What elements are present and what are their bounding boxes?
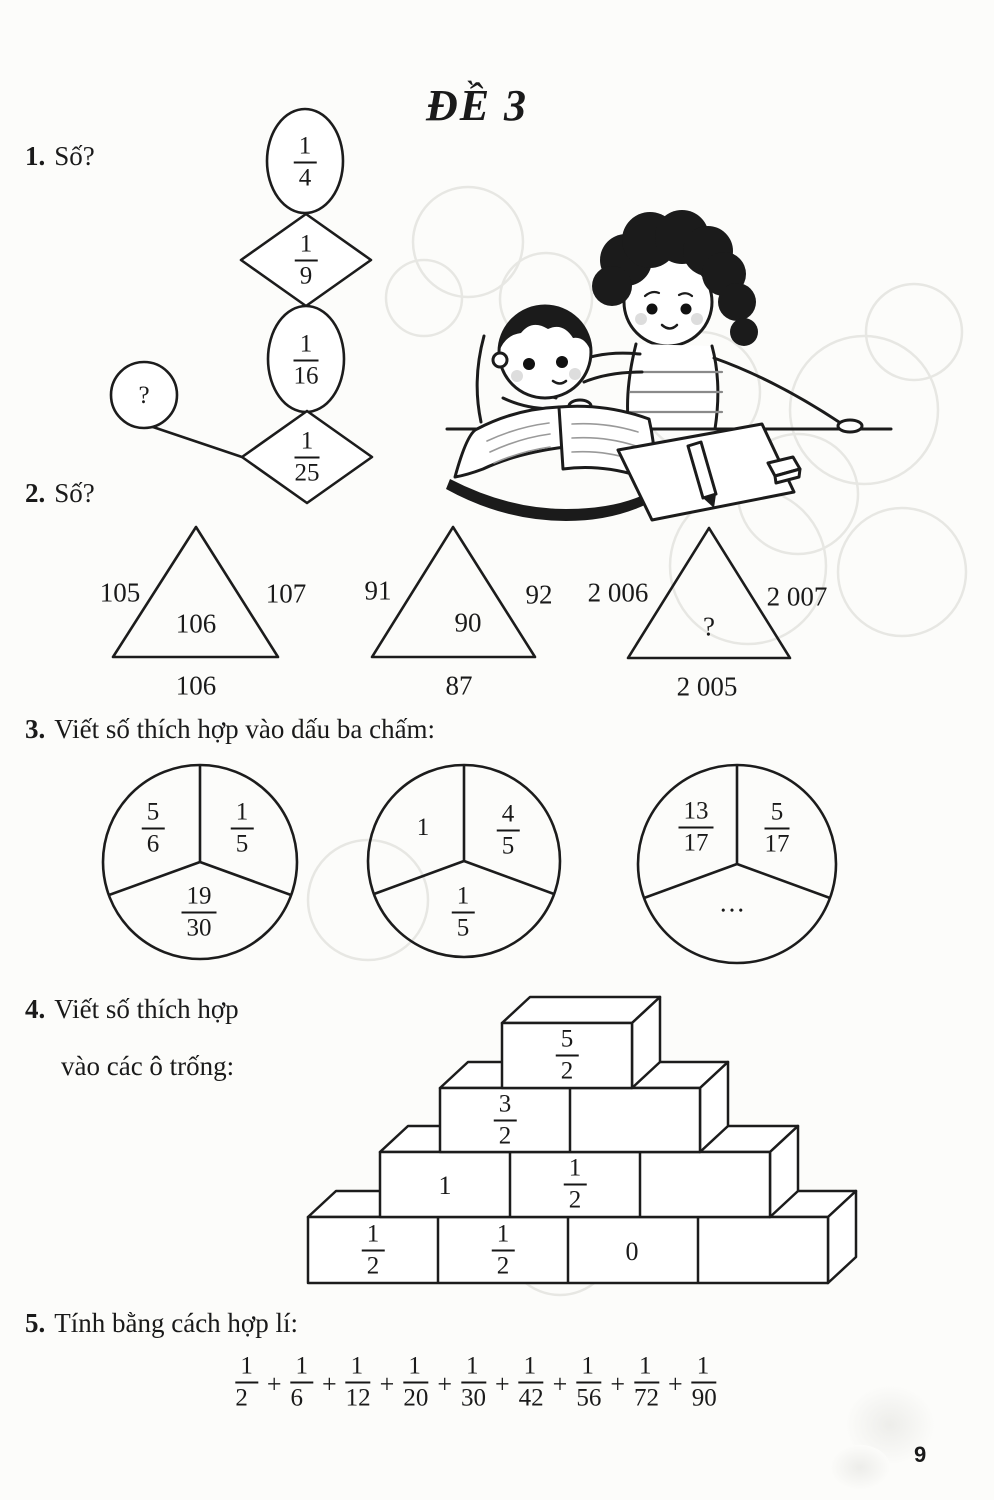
page-number: 9 — [914, 1442, 927, 1467]
page-title: ĐỀ 3 — [425, 81, 529, 130]
triangle-1-inside: 106 — [175, 608, 217, 639]
plus-sign: + — [321, 1369, 337, 1398]
circle-3-bottom: ... — [719, 887, 747, 918]
exercise-4-heading: 4. Viết số thích hợp — [25, 994, 239, 1024]
exercise-1-heading: 1. Số? — [25, 141, 95, 171]
brick-row3-1: $\frac{3}{2}$ — [494, 1091, 517, 1150]
triangle-2-inside: 90 — [454, 607, 482, 638]
open-book — [455, 407, 565, 477]
triangle-2-right: 92 — [525, 579, 553, 610]
triangle-2 — [372, 527, 535, 657]
circle-3-top-left: $\frac{13}{17}$ — [679, 798, 714, 857]
exercise-2-number: 2. — [25, 478, 46, 508]
triangle-1-right: 107 — [265, 578, 307, 609]
plus-sign: + — [266, 1369, 282, 1398]
triangle-3-left: 2 006 — [587, 577, 649, 608]
exercise-5-number: 5. — [25, 1308, 46, 1338]
triangle-3-right: 2 007 — [766, 581, 828, 612]
brick-row2-1: 1 — [438, 1171, 452, 1200]
chain-value-3: $\frac{1}{16}$ — [293, 330, 319, 389]
plus-sign: + — [668, 1369, 683, 1398]
exercise-4-heading-line2: vào các ô trống: — [61, 1051, 235, 1081]
plus-sign: + — [552, 1369, 568, 1398]
circle-1-bottom: $\frac{19}{30}$ — [182, 883, 217, 942]
exercise-5-expression: $\frac{1}{2}$ + $\frac{1}{6}$ + $\frac{1}{12}$ + $\frac{1}{20}$ + $\frac{1}{30}$ + $\frac{1}{42}$ + $\frac{1}{56}$ + $\frac{1}{72}$ + $\frac{1}{90}$ — [235, 1352, 717, 1411]
circle-2-bottom: $\frac{1}{5}$ — [452, 883, 475, 942]
circle-2-top-left: 1 — [416, 814, 430, 841]
plus-sign: + — [495, 1369, 510, 1398]
brick-row1-1: $\frac{1}{2}$ — [362, 1221, 385, 1280]
triangle-1-below: 106 — [175, 670, 217, 701]
triangle-3-inside: ? — [703, 611, 715, 642]
circle-3-top-right: $\frac{5}{17}$ — [764, 798, 790, 857]
brick-pyramid — [308, 997, 856, 1283]
exercise-5-heading: 5. Tính bằng cách hợp lí: — [25, 1308, 298, 1338]
chain-value-1: $\frac{1}{4}$ — [294, 133, 317, 192]
plus-sign: + — [379, 1369, 395, 1398]
pyramid-row-4 — [502, 997, 660, 1088]
triangle-2-below: 87 — [445, 670, 473, 701]
circle-2-top-right: $\frac{4}{5}$ — [497, 801, 520, 860]
chain-unknown: ? — [138, 382, 150, 409]
exercise-3-heading: 3. Viết số thích hợp vào dấu ba chấm: — [25, 714, 436, 744]
circle-1-top-left: $\frac{5}{6}$ — [142, 799, 165, 858]
triangle-3-below: 2 005 — [676, 671, 738, 702]
brick-row1-3: 0 — [625, 1237, 639, 1266]
exercise-1-number: 1. — [25, 141, 46, 171]
brick-row2-2: $\frac{1}{2}$ — [564, 1155, 587, 1214]
brick-row4-1: $\frac{5}{2}$ — [556, 1026, 579, 1085]
chain-connector-line — [150, 426, 242, 457]
exercise-2-heading: 2. Số? — [25, 478, 95, 508]
exercise-3-number: 3. — [25, 714, 46, 744]
circle-1-top-right: $\frac{1}{5}$ — [231, 799, 254, 858]
triangle-2-left: 91 — [364, 575, 392, 606]
plus-sign: + — [437, 1369, 452, 1398]
triangle-1-left: 105 — [99, 577, 141, 608]
chain-value-2: $\frac{1}{9}$ — [295, 231, 318, 290]
illustration-children-studying — [446, 210, 891, 521]
chain-value-4: $\frac{1}{25}$ — [294, 427, 320, 486]
plus-sign: + — [610, 1369, 626, 1398]
brick-row1-2: $\frac{1}{2}$ — [492, 1221, 515, 1280]
exercise-4-number: 4. — [25, 994, 46, 1024]
